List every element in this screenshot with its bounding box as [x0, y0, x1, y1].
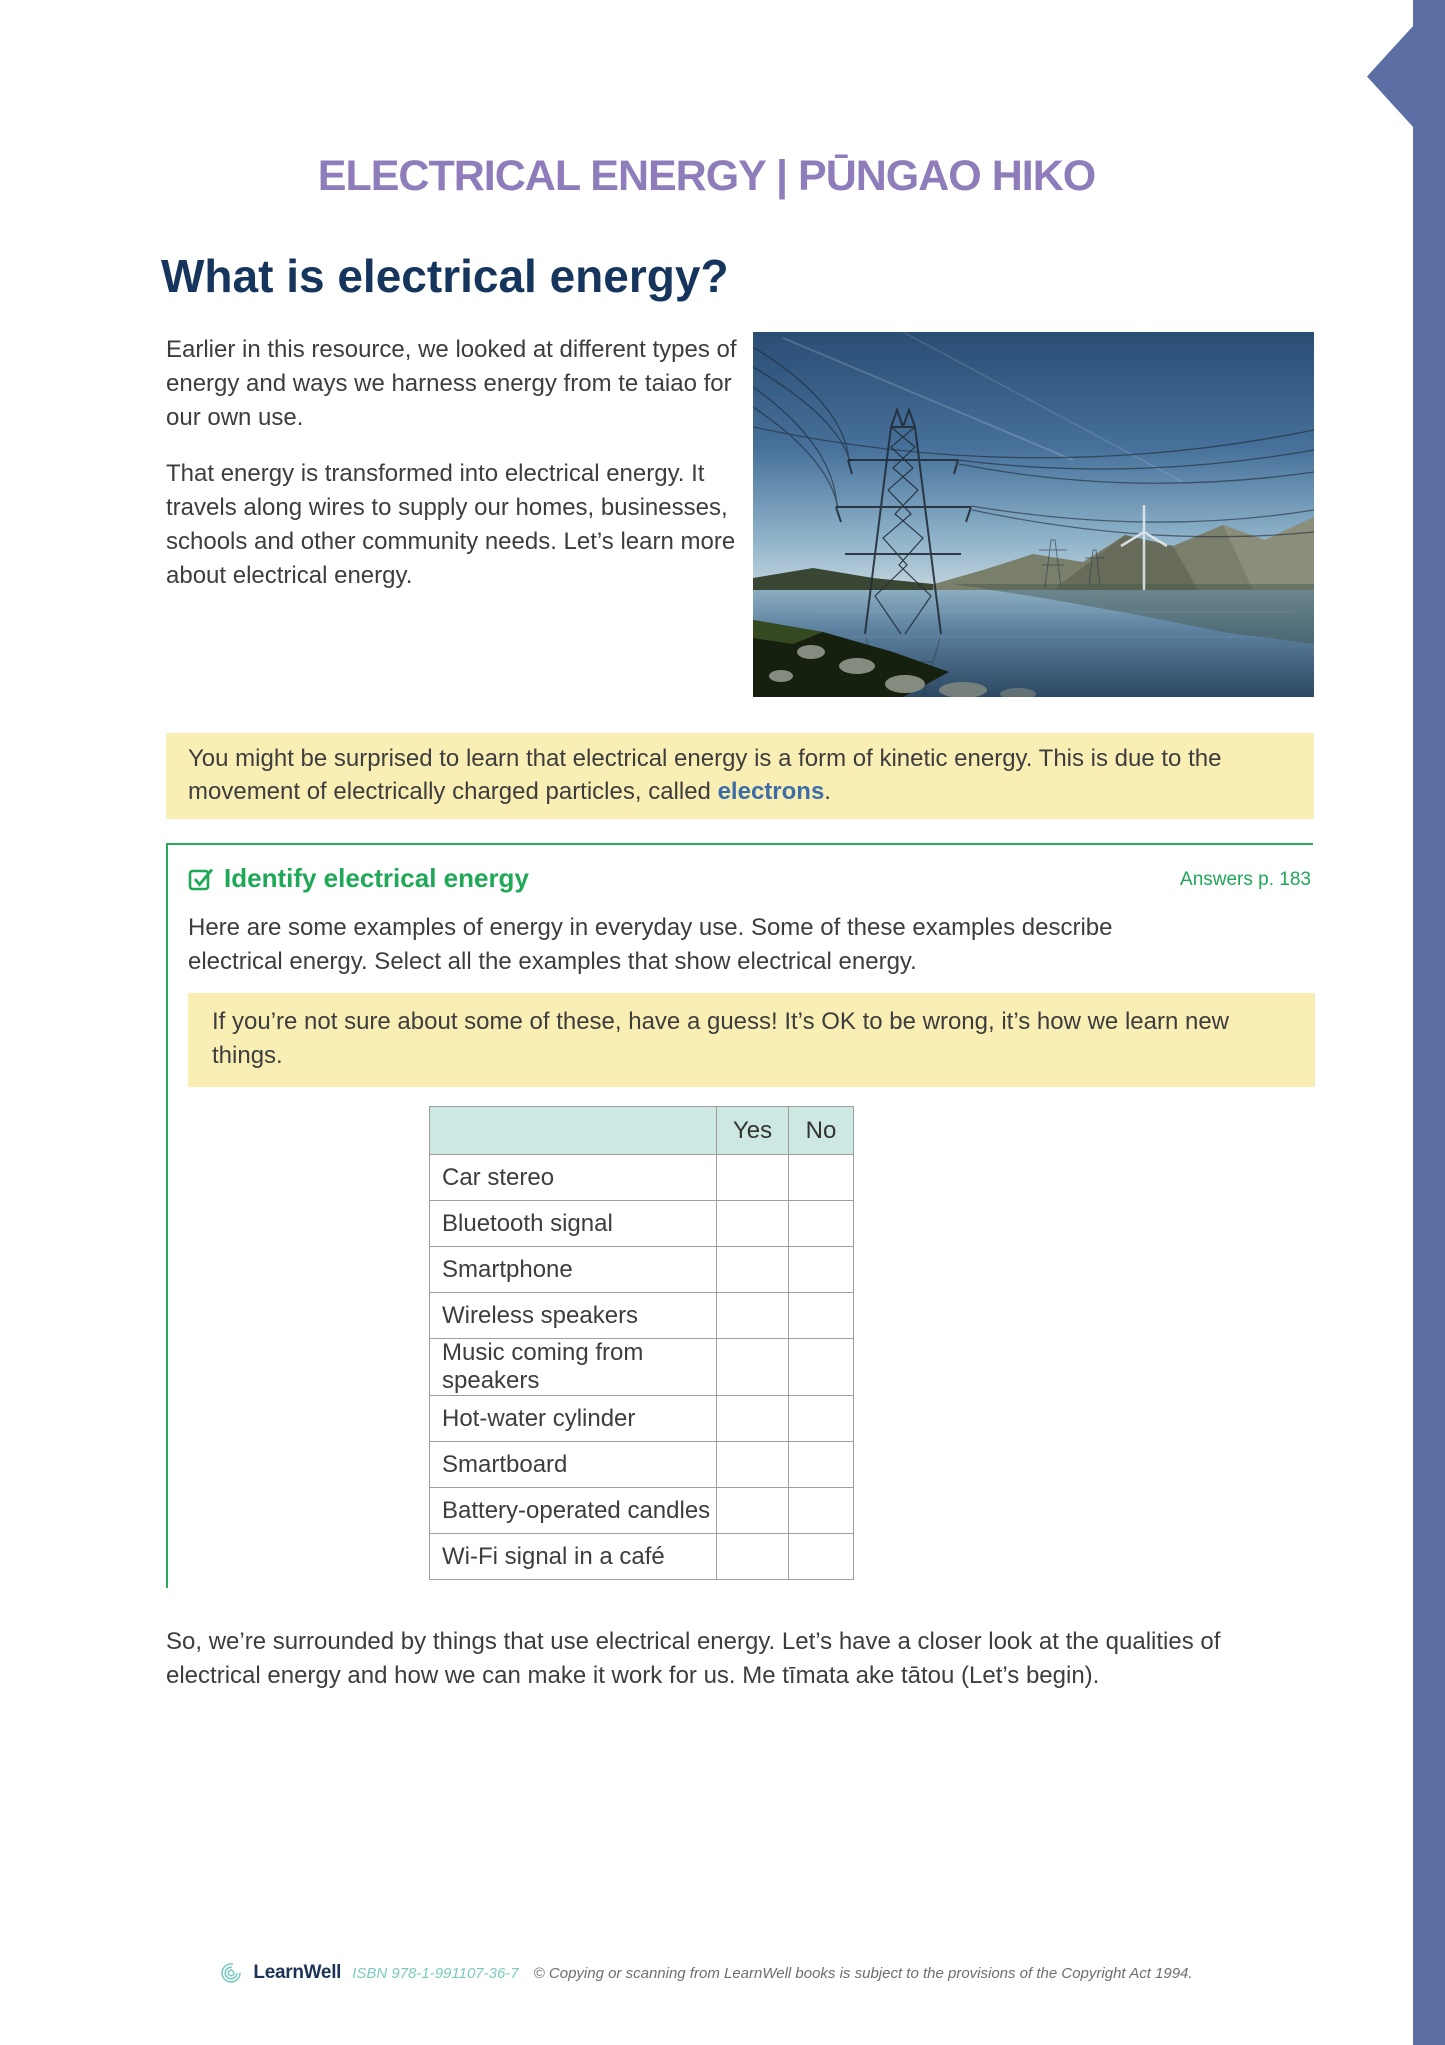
example-label: Smartphone — [430, 1247, 717, 1293]
no-column-header: No — [789, 1107, 854, 1155]
example-label: Battery-operated candles — [430, 1488, 717, 1534]
example-label: Wi-Fi signal in a café — [430, 1534, 717, 1580]
activity-instructions: Here are some examples of energy in everyday use. Some of these examples describe electrical energy. Select all the examples that show electrical energy. — [188, 914, 1113, 975]
table-row — [430, 1293, 854, 1339]
example-label: Car stereo — [430, 1155, 717, 1201]
pylon-photo-illustration — [753, 332, 1314, 697]
no-answer-cell[interactable] — [789, 1293, 854, 1339]
brand-name: LearnWell — [253, 1962, 342, 1983]
table-row — [430, 1488, 854, 1534]
yes-answer-cell[interactable] — [717, 1155, 789, 1201]
yes-answer-cell[interactable] — [717, 1247, 789, 1293]
yes-no-table — [429, 1106, 854, 1580]
example-label: Music coming from speakers — [430, 1339, 717, 1396]
electrons-term: electrons — [717, 778, 825, 805]
callout-text: You might be surprised to learn that electrical energy is a form of kinetic energy. This is due to the movement of electrically charged particles, called — [188, 745, 1222, 805]
yes-column-header: Yes — [717, 1107, 789, 1155]
tip-callout — [188, 993, 1315, 1087]
example-column-header — [430, 1107, 717, 1155]
table-row — [430, 1442, 854, 1488]
no-answer-cell[interactable] — [789, 1247, 854, 1293]
activity-title: Identify electrical energy — [224, 863, 529, 893]
chapter-title: ELECTRICAL ENERGY | PŪNGAO HIKO — [317, 152, 1096, 200]
no-answer-cell[interactable] — [789, 1442, 854, 1488]
no-answer-cell[interactable] — [789, 1396, 854, 1442]
copyright-text: © Copying or scanning from LearnWell books is subject to the provisions of the Copyright Act 1994. — [533, 1964, 1193, 1982]
example-label: Bluetooth signal — [430, 1201, 717, 1247]
yes-answer-cell[interactable] — [717, 1534, 789, 1580]
table-header-row — [430, 1107, 854, 1155]
yes-answer-cell[interactable] — [717, 1396, 789, 1442]
no-answer-cell[interactable] — [789, 1155, 854, 1201]
no-answer-cell[interactable] — [789, 1534, 854, 1580]
example-label: Wireless speakers — [430, 1293, 717, 1339]
side-arrow-decoration — [1367, 25, 1414, 128]
pylon-photo — [753, 332, 1314, 697]
yes-answer-cell[interactable] — [717, 1293, 789, 1339]
yes-answer-cell[interactable] — [717, 1488, 789, 1534]
intro-text — [166, 333, 754, 615]
page-title: What is electrical energy? — [161, 250, 729, 302]
yes-answer-cell[interactable] — [717, 1442, 789, 1488]
activity-header — [188, 863, 1311, 894]
table-row — [430, 1201, 854, 1247]
checkbox-check-icon — [188, 866, 214, 892]
yes-answer-cell[interactable] — [717, 1339, 789, 1396]
no-answer-cell[interactable] — [789, 1488, 854, 1534]
answers-page-ref: Answers p. 183 — [1180, 869, 1311, 890]
intro-paragraph: That energy is transformed into electrical energy. It travels along wires to supply our homes, businesses, schools and other community needs. Let’s learn more about electrical energy. — [166, 460, 736, 589]
table-row — [430, 1534, 854, 1580]
callout-text-end: . — [824, 778, 831, 805]
example-label: Hot-water cylinder — [430, 1396, 717, 1442]
table-row — [430, 1396, 854, 1442]
page-footer — [0, 1962, 1413, 1984]
yes-answer-cell[interactable] — [717, 1201, 789, 1247]
table-row — [430, 1247, 854, 1293]
learnwell-logo-icon — [220, 1962, 242, 1984]
table-row — [430, 1155, 854, 1201]
table-row — [430, 1339, 854, 1396]
tip-text: If you’re not sure about some of these, have a guess! It’s OK to be wrong, it’s how we learn new things. — [212, 1008, 1230, 1069]
closing-paragraph: So, we’re surrounded by things that use electrical energy. Let’s have a closer look at the qualities of electrical energy and how we can make it work for us. Me tīmata ake tātou (Let’s begin). — [166, 1628, 1221, 1689]
isbn-text: ISBN 978-1-991107-36-7 — [352, 1964, 519, 1982]
key-fact-callout — [166, 733, 1314, 819]
activity-box — [166, 843, 1313, 1588]
no-answer-cell[interactable] — [789, 1339, 854, 1396]
example-label: Smartboard — [430, 1442, 717, 1488]
no-answer-cell[interactable] — [789, 1201, 854, 1247]
intro-paragraph: Earlier in this resource, we looked at different types of energy and ways we harness energy from te taiao for our own use. — [166, 336, 737, 431]
side-strip-decoration — [1413, 0, 1445, 2045]
